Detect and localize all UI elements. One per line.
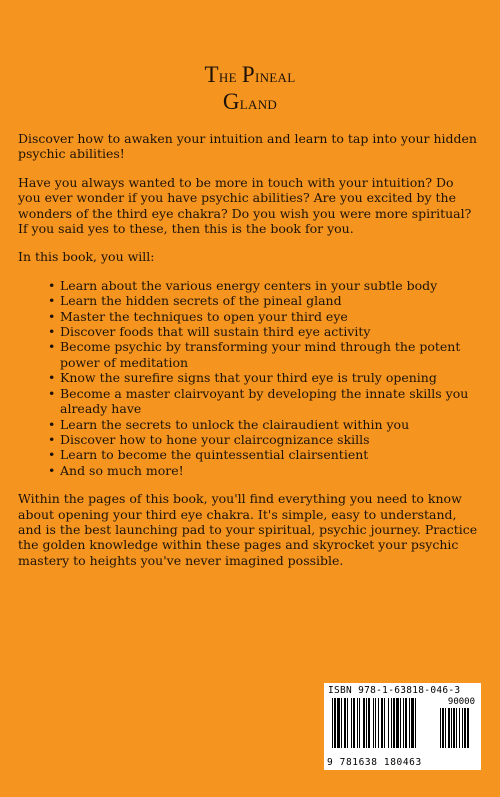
bullet-icon: • [48, 324, 56, 340]
bullet-icon: • [48, 416, 56, 432]
intro-paragraph: Discover how to awaken your intuition and learn to tap into your hidden psychic abilities! [18, 131, 477, 162]
closing-paragraph: Within the pages of this book, you'll find everything you need to know about opening your third eye chakra. It's simple, easy to understand, and is the best launching pad to your spiritual, psychic journey. Practice the golden knowledge within these pages and skyrocket your psychic mastery to heights you've never imagined possible. [18, 491, 478, 568]
title-initial-p: P [241, 62, 255, 87]
isbn-number: ISBN 978-1-63818-046-3 [328, 685, 461, 696]
list-item: • Become a master clairvoyant by developing the innate skills you already have [48, 385, 469, 417]
list-item: • Learn the hidden secrets of the pineal gland [48, 293, 342, 309]
back-cover-text [18, 131, 480, 581]
list-item: • Master the techniques to open your third eye [48, 308, 348, 324]
list-item: • Learn about the various energy centers in your subtle body [48, 277, 438, 293]
question-paragraph: Have you always wanted to be more in touch with your intuition? Do you ever wonder if you have psychic abilities? Are you excited by the wonders of the third eye chakra? Do you wish you were more spiritual? If you said yes to these, then this is the book for you. [18, 174, 472, 237]
bullet-icon: • [48, 277, 56, 293]
isbn-barcode [324, 683, 481, 770]
title-initial-t: T [204, 62, 219, 87]
title-word-gland: land [239, 93, 278, 114]
list-item: • Become psychic by transforming your mind through the potent power of meditation [48, 339, 461, 370]
bullet-icon: • [48, 370, 56, 386]
bullet-icon: • [48, 339, 56, 355]
bullet-icon: • [48, 308, 56, 324]
title-word-pineal: ineal [254, 66, 296, 87]
lead-paragraph: In this book, you will: [18, 249, 155, 265]
title-initial-g: G [222, 89, 240, 114]
list-item: • Discover how to hone your claircognizance skills [48, 431, 370, 447]
list-item: • And so much more! [48, 462, 184, 478]
list-item: • Learn the secrets to unlock the clairaudient within you [48, 416, 410, 432]
title-line-2 [0, 89, 500, 116]
list-item: • Learn to become the quintessential clairsentient [48, 447, 369, 463]
bullet-icon: • [48, 462, 56, 478]
bullet-icon: • [48, 431, 56, 447]
bullet-icon: • [48, 385, 56, 401]
bullet-icon: • [48, 293, 56, 309]
price-code: 90000 [447, 697, 475, 707]
title-line-1 [0, 62, 500, 89]
feature-list [18, 278, 480, 478]
list-item: • Discover foods that will sustain third eye activity [48, 324, 371, 340]
barcode-digits: 9 781638 180463 [327, 757, 422, 768]
title-word-the: he [218, 66, 242, 87]
barcode-bars-icon [332, 698, 475, 756]
bullet-icon: • [48, 447, 56, 463]
book-title [0, 62, 500, 116]
list-item: • Know the surefire signs that your third eye is truly opening [48, 370, 437, 386]
